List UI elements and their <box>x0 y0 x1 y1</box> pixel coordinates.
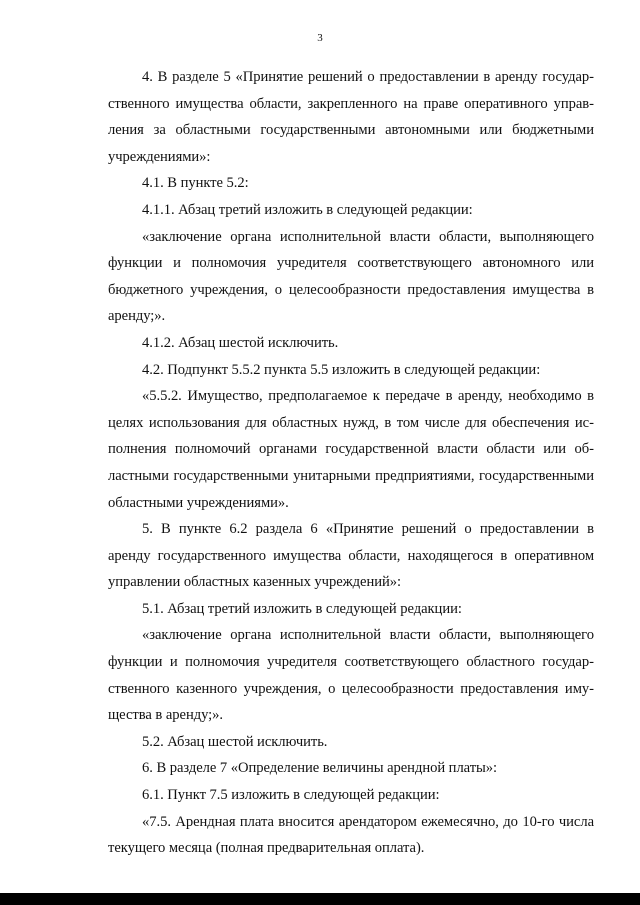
document-body <box>108 64 594 862</box>
paragraph-5-1: 5.1. Абзац третий изложить в следующей редакции: <box>142 600 462 617</box>
paragraph-5-2: 5.2. Абзац шестой исключить. <box>142 733 328 750</box>
scan-bottom-edge <box>0 893 640 905</box>
paragraph-4-2-quote: «5.5.2. Имущество, предполагаемое к передаче в аренду, необходимо в целях использования для областных нужд, в том числе для обеспечения исполнения полномочий органами государственной власти области или областными государственными унитарными предприятиями, государственными областными учреждениями». <box>108 388 594 511</box>
paragraph-4-1-1: 4.1.1. Абзац третий изложить в следующей редакции: <box>142 201 473 218</box>
paragraph-5-1-quote: «заключение органа исполнительной власти области, выполняющего функции и полномочия учредителя соответствующего областного государственного казенного учреждения, о целесообразности предоставления имущества в аренду;». <box>108 627 594 724</box>
paragraph-7-5-quote: «7.5. Арендная плата вносится арендатором ежемесячно, до 10-го числа текущего месяца (полная предварительная оплата). <box>108 813 594 857</box>
paragraph-4-1-1-quote: «заключение органа исполнительной власти области, выполняющего функции и полномочия учредителя соответствующего автономного или бюджетного учреждения, о целесообразности предоставления имущества в аренду;». <box>108 228 594 325</box>
paragraph-4-2: 4.2. Подпункт 5.5.2 пункта 5.5 изложить в следующей редакции: <box>142 361 541 378</box>
paragraph-5: 5. В пункте 6.2 раздела 6 «Принятие решений о предоставлении в аренду государственного имущества области, находящегося в оперативном управлении областных казенных учреждений»: <box>108 521 594 591</box>
paragraph-4: 4. В разделе 5 «Принятие решений о предоставлении в аренду государственного имущества области, закрепленного на праве оперативного управления за областными государственными автономными или бюджетными учреждениями»: <box>108 69 594 165</box>
paragraph-4-1-2: 4.1.2. Абзац шестой исключить. <box>142 334 339 351</box>
paragraph-6-1: 6.1. Пункт 7.5 изложить в следующей редакции: <box>142 787 440 804</box>
page-number: 3 <box>317 32 323 44</box>
paragraph-6: 6. В разделе 7 «Определение величины арендной платы»: <box>142 760 498 777</box>
paragraph-4-1: 4.1. В пункте 5.2: <box>142 175 249 192</box>
